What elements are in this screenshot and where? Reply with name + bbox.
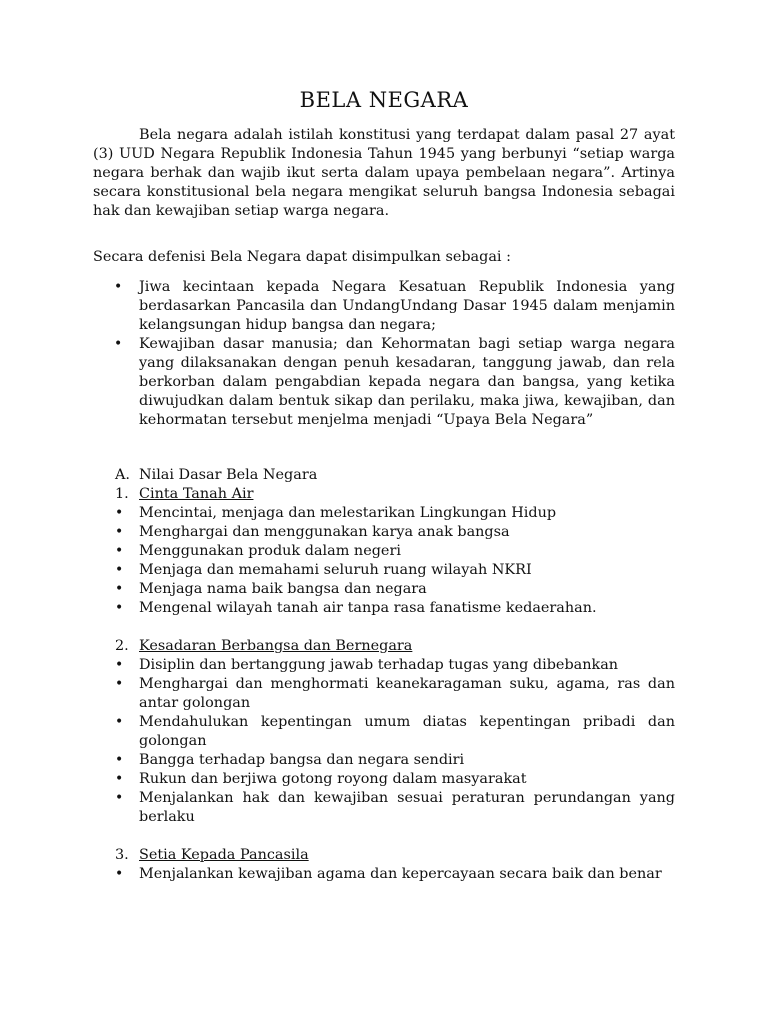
bullet-icon: •	[115, 676, 124, 692]
list-item	[93, 580, 675, 599]
bullet-icon: •	[115, 790, 124, 806]
section-a-heading	[93, 466, 675, 485]
section-a-marker: A.	[115, 467, 130, 483]
spacer	[93, 827, 675, 846]
definition-lead: Secara defenisi Bela Negara dapat disimpulkan sebagai :	[93, 249, 511, 265]
section-list	[93, 466, 675, 884]
definition-item	[93, 335, 675, 430]
list-item-text: Menggunakan produk dalam negeri	[139, 543, 401, 559]
section-a-label: Nilai Dasar Bela Negara	[139, 467, 318, 483]
list-item-text: Rukun dan berjiwa gotong royong dalam masyarakat	[139, 771, 527, 787]
section-heading	[93, 485, 675, 504]
list-item-text: Menjaga dan memahami seluruh ruang wilayah NKRI	[139, 562, 532, 578]
list-item	[93, 675, 675, 713]
definition-list	[93, 278, 675, 430]
list-item-text: Menjalankan kewajiban agama dan kepercayaan secara baik dan benar	[139, 866, 662, 882]
list-item-text: Menghargai dan menggunakan karya anak bangsa	[139, 524, 510, 540]
definition-item	[93, 278, 675, 335]
bullet-icon: •	[115, 600, 124, 616]
definition-item-text: Kewajiban dasar manusia; dan Kehormatan bagi setiap warga negara yang dilaksanakan dengan penuh kesadaran, tanggung jawab, dan rela berkorban dalam pengabdian kepada negara dan bangsa, yang ketika diwujudkan dalam bentuk sikap dan perilaku, maka jiwa, kewajiban, dan kehormatan tersebut menjelma menjadi “Upaya Bela Negara”	[139, 336, 675, 428]
list-item-text: Menjalankan hak dan kewajiban sesuai peraturan perundangan yang berlaku	[139, 790, 675, 825]
section-heading	[93, 846, 675, 865]
bullet-icon: •	[114, 279, 123, 295]
list-item-text: Menjaga nama baik bangsa dan negara	[139, 581, 427, 597]
bullet-icon: •	[115, 657, 124, 673]
bullet-icon: •	[115, 581, 124, 597]
definition-item-text: Jiwa kecintaan kepada Negara Kesatuan Republik Indonesia yang berdasarkan Pancasila dan UndangUndang Dasar 1945 dalam menjamin kelangsungan hidup bangsa dan negara;	[139, 279, 675, 333]
bullet-icon: •	[115, 543, 124, 559]
list-item-text: Mengenal wilayah tanah air tanpa rasa fanatisme kedaerahan.	[139, 600, 597, 616]
bullet-icon: •	[115, 866, 124, 882]
list-item	[93, 713, 675, 751]
list-item	[93, 542, 675, 561]
bullet-icon: •	[115, 505, 124, 521]
section-number: 1.	[115, 486, 129, 502]
list-item	[93, 523, 675, 542]
list-item	[93, 751, 675, 770]
list-item	[93, 770, 675, 789]
list-item-text: Mendahulukan kepentingan umum diatas kepentingan pribadi dan golongan	[139, 714, 675, 749]
intro-paragraph: Bela negara adalah istilah konstitusi yang terdapat dalam pasal 27 ayat (3) UUD Negara Republik Indonesia Tahun 1945 yang berbunyi “setiap warga negara berhak dan wajib ikut serta dalam upaya pembelaan negara”. Artinya secara konstitusional bela negara mengikat seluruh bangsa Indonesia sebagai hak dan kewajiban setiap warga negara.	[93, 127, 675, 219]
list-item	[93, 561, 675, 580]
document-title: BELA NEGARA	[299, 88, 469, 112]
bullet-icon: •	[115, 752, 124, 768]
section-number: 2.	[115, 638, 129, 654]
list-item	[93, 789, 675, 827]
bullet-icon: •	[115, 562, 124, 578]
section-title: Setia Kepada Pancasila	[139, 847, 309, 863]
section-title: Cinta Tanah Air	[139, 486, 254, 502]
spacer	[93, 618, 675, 637]
section-number: 3.	[115, 847, 129, 863]
bullet-icon: •	[115, 524, 124, 540]
list-item-text: Menghargai dan menghormati keanekaragaman suku, agama, ras dan antar golongan	[139, 676, 675, 711]
list-item	[93, 504, 675, 523]
bullet-icon: •	[115, 714, 124, 730]
list-item-text: Mencintai, menjaga dan melestarikan Lingkungan Hidup	[139, 505, 557, 521]
section-title: Kesadaran Berbangsa dan Bernegara	[139, 638, 413, 654]
bullet-icon: •	[115, 771, 124, 787]
list-item-text: Disiplin dan bertanggung jawab terhadap tugas yang dibebankan	[139, 657, 619, 673]
bullet-icon: •	[114, 336, 123, 352]
list-item	[93, 656, 675, 675]
list-item	[93, 599, 675, 618]
section-heading	[93, 637, 675, 656]
list-item-text: Bangga terhadap bangsa dan negara sendiri	[139, 752, 465, 768]
list-item	[93, 865, 675, 884]
